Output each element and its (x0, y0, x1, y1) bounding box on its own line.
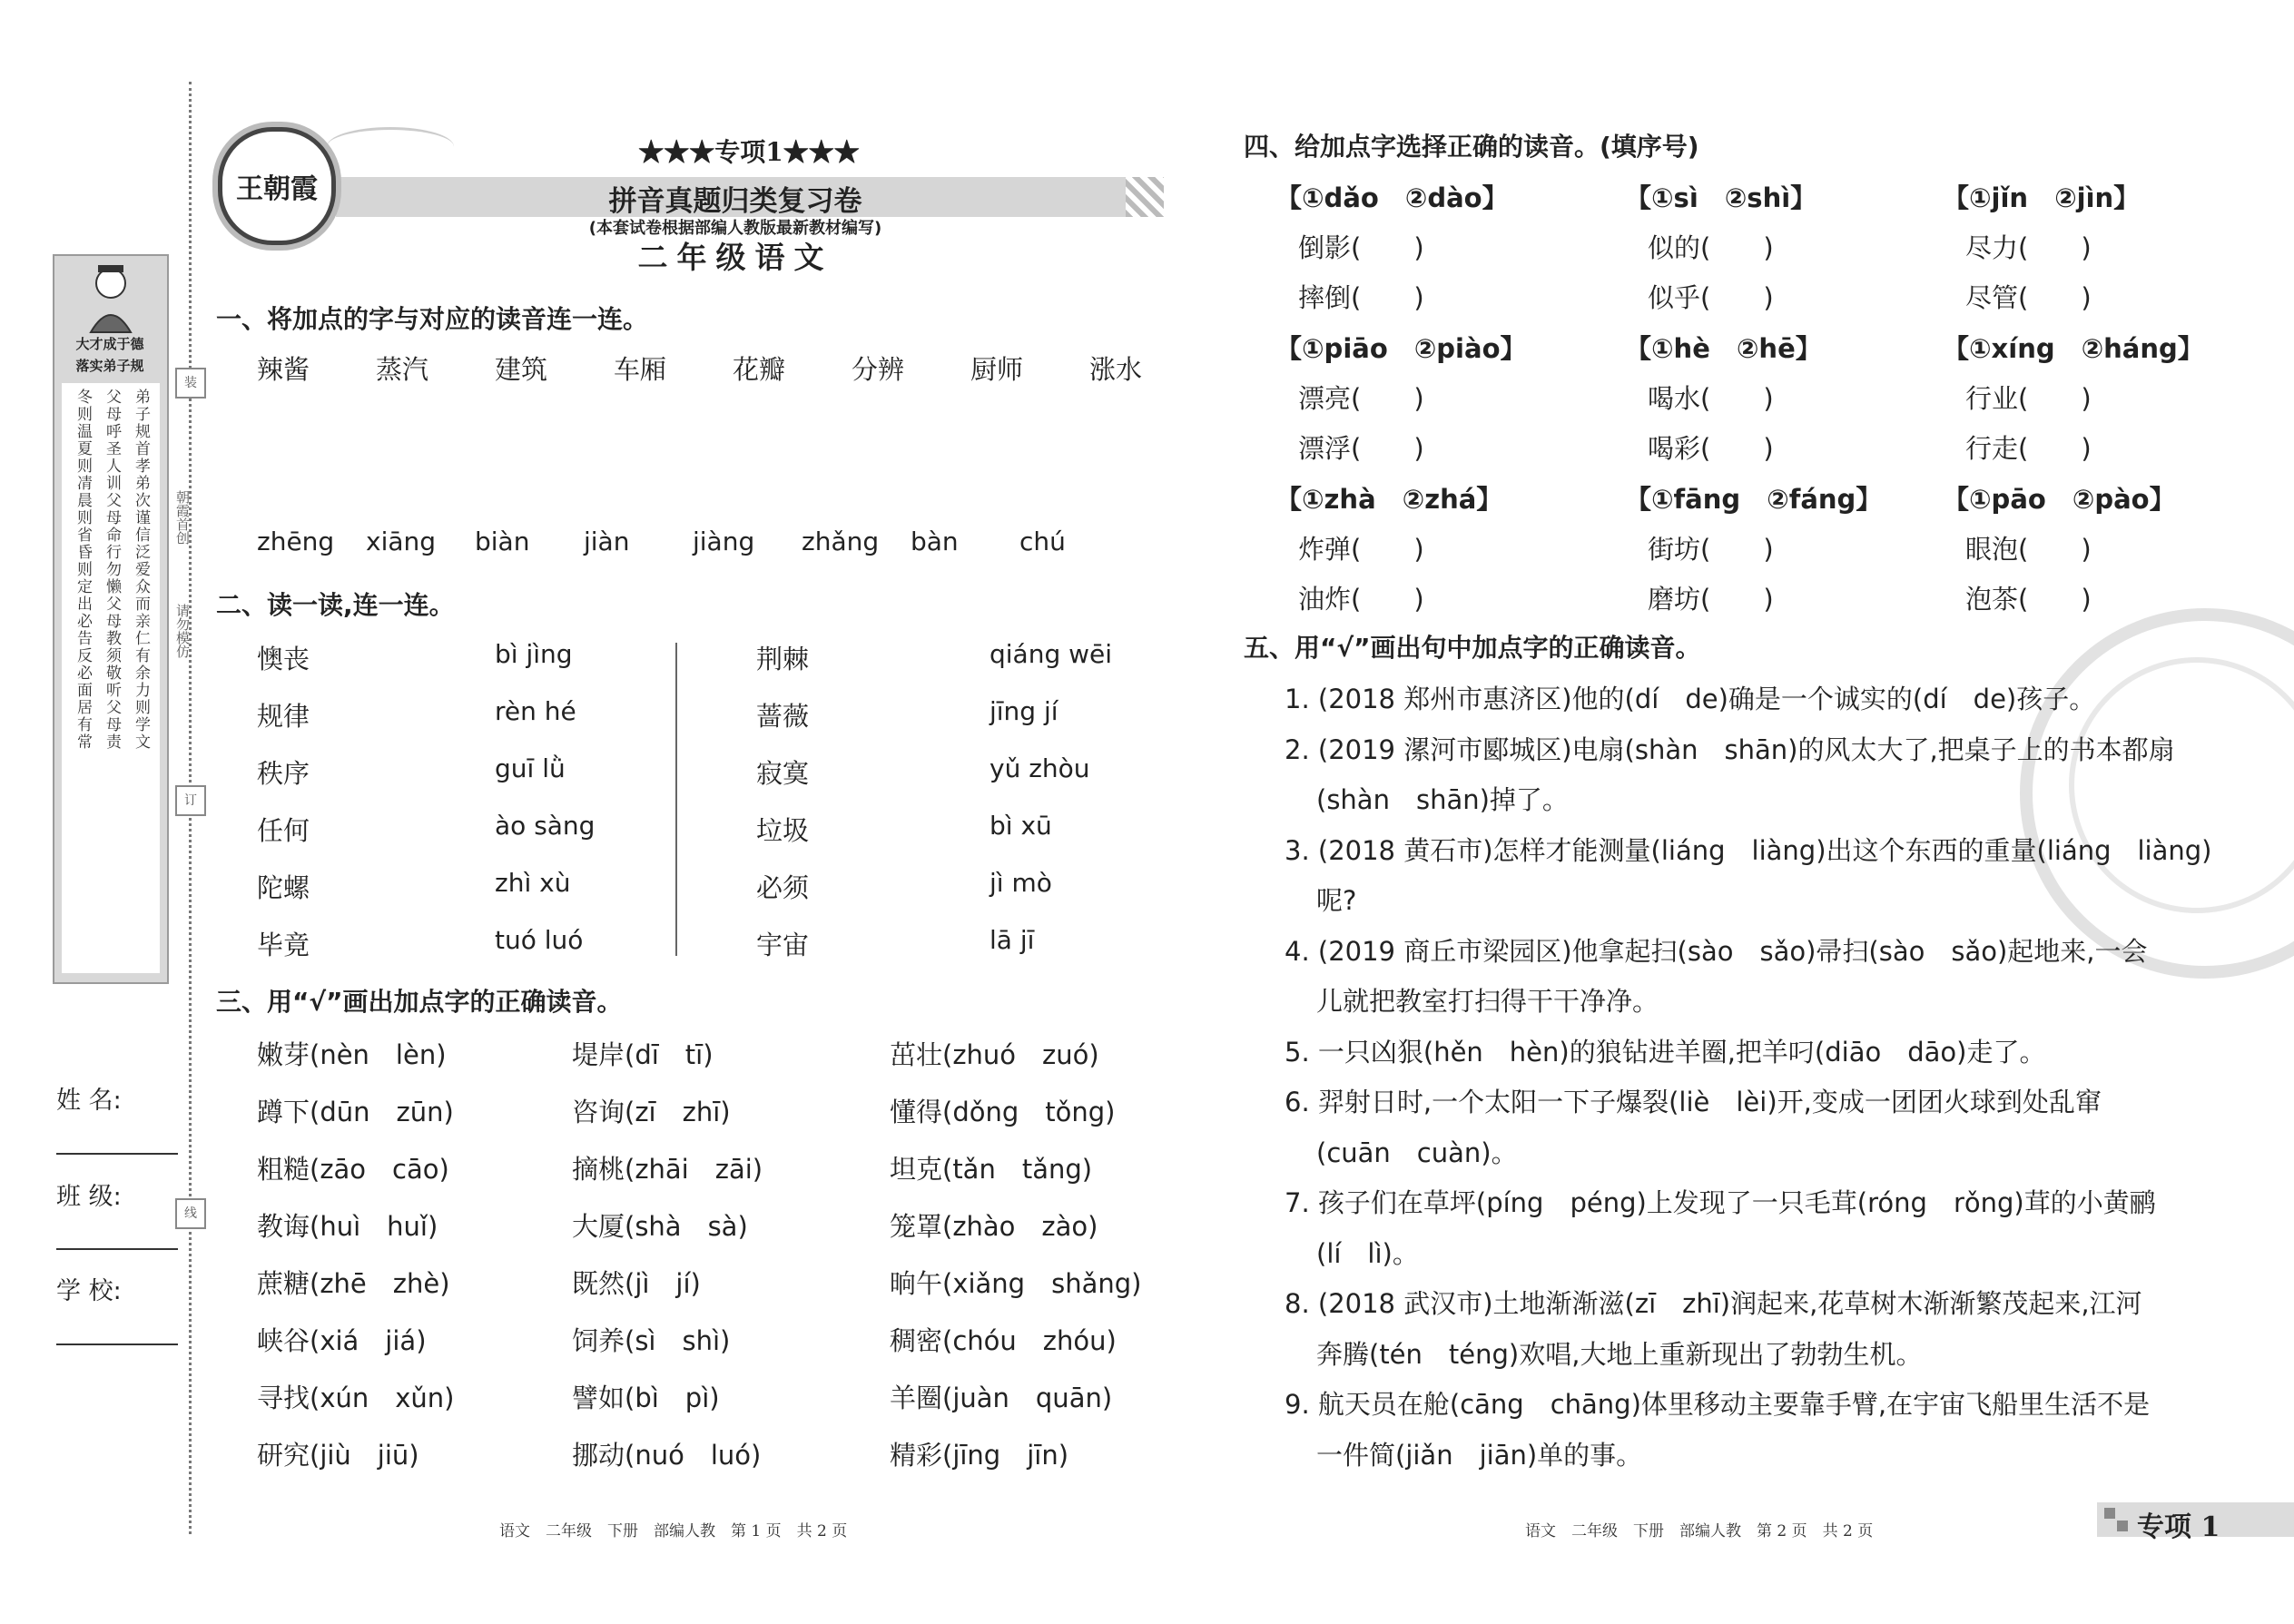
option-set: 【①zhà ②zhá】 (1275, 484, 1503, 515)
section-1-heading: 一、将加点的字与对应的读音连一连。 (216, 304, 649, 334)
option-set: 【①dǎo ②dào】 (1275, 182, 1509, 213)
pronunciation-choice: 嫩芽(nèn lèn) (257, 1039, 447, 1070)
section-4-heading: 四、给加点字选择正确的读音。(填序号) (1244, 132, 1699, 162)
topic-label: ★★★专项1★★★ (638, 137, 860, 167)
word-item: 蒸汽 (376, 354, 429, 385)
section-5-heading: 五、用“√”画出句中加点字的正确读音。 (1244, 633, 1701, 663)
pinyin-item: bàn (911, 527, 959, 556)
scholar-icon (82, 261, 140, 334)
topic-tab: 专项 1 (2097, 1502, 2294, 1537)
option-set: 【①jǐn ②jìn】 (1943, 182, 2141, 213)
fill-blank: 行业( ) (1965, 383, 2092, 414)
pronunciation-choice: 茁壮(zhuó zuó) (890, 1039, 1099, 1070)
scroll-columns (64, 389, 158, 960)
sentence-item: 5. 一只凶狠(hěn hèn)的狼钻进羊圈,把羊叼(diāo dāo)走了。 (1285, 1036, 2046, 1068)
scroll-column: 弟子规首孝弟次谨信泛爱众而亲仁有余力则学文 (132, 389, 150, 751)
fill-blank: 街坊( ) (1648, 534, 1774, 565)
sentence-continuation: (cuān cuàn)。 (1316, 1137, 1518, 1168)
paper-subtitle: (本套试卷根据部编人教版最新教材编写) (588, 219, 882, 238)
option-set: 【①piāo ②piào】 (1275, 333, 1527, 364)
motto-line: 大才成于德 (75, 336, 144, 352)
divider (675, 643, 677, 956)
word-option: 秩序 (257, 758, 310, 789)
sentence-continuation: 儿就把教室打扫得干干净净。 (1316, 986, 1659, 1017)
sentence-item: 9. 航天员在舱(cāng chāng)体里移动主要靠手臂,在宇宙飞船里生活不是 (1285, 1389, 2151, 1420)
pronunciation-choice: 蹲下(dūn zūn) (257, 1097, 454, 1127)
word-option: 宇宙 (756, 930, 810, 960)
option-set: 【①sì ②shì】 (1625, 182, 1817, 213)
pinyin-item: jiàn (584, 527, 630, 556)
school-label: 学 校: (56, 1277, 122, 1305)
pronunciation-choice: 大厦(shà sà) (572, 1211, 748, 1242)
margin-note: 朝霞首创 (174, 490, 191, 545)
option-set: 【①pāo ②pào】 (1943, 484, 2176, 515)
pronunciation-choice: 既然(jì jí) (572, 1268, 701, 1299)
pinyin-item: zhēng (257, 527, 335, 556)
word-option: 懊丧 (257, 644, 310, 674)
pinyin-option: rèn hé (495, 696, 576, 726)
pinyin-option: bì jìng (495, 639, 573, 669)
pinyin-option: qiáng wēi (989, 639, 1113, 669)
option-set: 【①fāng ②fáng】 (1625, 484, 1883, 515)
class-label: 班 级: (56, 1183, 122, 1211)
sentence-item: 1. (2018 郑州市惠济区)他的(dí de)确是一个诚实的(dí de)孩子。 (1285, 684, 2096, 714)
pinyin-option: bì xū (989, 811, 1052, 841)
fill-blank: 行走( ) (1965, 433, 2092, 464)
pronunciation-choice: 饲养(sì shì) (572, 1325, 731, 1356)
fill-blank: 喝彩( ) (1648, 433, 1774, 464)
word-item: 厨师 (970, 354, 1024, 385)
fill-blank: 似的( ) (1648, 232, 1774, 263)
binding-tag: 线 (175, 1198, 206, 1229)
pinyin-option: guī lǜ (495, 753, 566, 783)
fill-blank: 摔倒( ) (1298, 282, 1424, 313)
fill-blank: 炸弹( ) (1298, 534, 1424, 565)
pronunciation-choice: 寻找(xún xǔn) (257, 1383, 455, 1413)
pronunciation-choice: 羊圈(juàn quān) (890, 1383, 1113, 1413)
word-option: 垃圾 (756, 815, 810, 846)
fill-blank: 泡茶( ) (1965, 584, 2092, 615)
word-option: 陀螺 (257, 872, 310, 903)
sentence-item: 6. 羿射日时,一个太阳一下子爆裂(liè lèi)开,变成一团团火球到处乱窜 (1285, 1087, 2102, 1117)
banner-pattern (1126, 177, 1164, 217)
sentence-item: 4. (2019 商丘市梁园区)他拿起扫(sào sǎo)帚扫(sào sǎo)起地来,一会 (1285, 935, 2148, 967)
fill-blank: 似乎( ) (1648, 282, 1774, 313)
section-2-heading: 二、读一读,连一连。 (216, 590, 455, 620)
fill-blank: 倒影( ) (1298, 232, 1424, 263)
margin-note: 请勿模仿 (174, 604, 191, 658)
word-option: 荆棘 (756, 644, 810, 674)
pronunciation-choice: 晌午(xiǎng shǎng) (890, 1268, 1142, 1299)
pronunciation-choice: 峡谷(xiá jiá) (257, 1325, 427, 1356)
fill-blank: 漂亮( ) (1298, 383, 1424, 414)
class-field[interactable] (56, 1248, 178, 1250)
fill-blank: 喝水( ) (1648, 383, 1774, 414)
pinyin-item: biàn (475, 527, 530, 556)
pronunciation-choice: 譬如(bì pì) (572, 1383, 720, 1413)
pinyin-option: tuó luó (495, 925, 584, 955)
word-option: 蔷薇 (756, 701, 810, 732)
pronunciation-choice: 精彩(jīng jīn) (890, 1440, 1069, 1471)
grade-title: 二年级语文 (637, 240, 833, 275)
pronunciation-choice: 咨询(zī zhī) (572, 1097, 731, 1127)
watermark-stamp (2020, 608, 2294, 979)
pronunciation-choice: 研究(jiù jiū) (257, 1440, 419, 1471)
pinyin-item: jiàng (693, 527, 755, 556)
word-option: 必须 (756, 872, 810, 903)
sentence-item: 2. (2019 漯河市郾城区)电扇(shàn shān)的风太大了,把桌子上的书本都扇 (1285, 733, 2175, 765)
pronunciation-choice: 蔗糖(zhē zhè) (257, 1268, 450, 1299)
word-item: 分辨 (852, 354, 905, 385)
pronunciation-choice: 堤岸(dī tī) (572, 1039, 714, 1070)
name-field[interactable] (56, 1153, 178, 1155)
fill-blank: 眼泡( ) (1965, 534, 2092, 565)
motto-line: 落实弟子规 (75, 358, 144, 374)
fill-blank: 尽管( ) (1965, 282, 2092, 313)
fill-blank: 尽力( ) (1965, 232, 2092, 263)
word-item: 涨水 (1089, 354, 1143, 385)
scroll-column: 父母呼圣人训父母命行勿懒父母教须敬听父母责 (103, 389, 121, 751)
sentence-continuation: 奔腾(tén téng)欢唱,大地上重新现出了勃勃生机。 (1316, 1338, 1923, 1370)
fill-blank: 漂浮( ) (1298, 433, 1424, 464)
word-option: 寂寞 (756, 758, 810, 789)
word-option: 规律 (257, 701, 310, 732)
fill-blank: 磨坊( ) (1648, 584, 1774, 615)
pinyin-option: lā jī (989, 925, 1035, 955)
option-set: 【①hè ②hē】 (1625, 333, 1822, 364)
pronunciation-choice: 坦克(tǎn tǎng) (890, 1154, 1093, 1185)
footer-page-1: 语文 二年级 下册 部编人教 第 1 页 共 2 页 (499, 1522, 848, 1540)
word-option: 任何 (257, 815, 310, 846)
pronunciation-choice: 稠密(chóu zhóu) (890, 1325, 1117, 1356)
sentence-continuation: (shàn shān)掉了。 (1316, 784, 1569, 815)
brand-logo: 王朝霞 (218, 127, 336, 245)
pinyin-option: yǔ zhòu (989, 753, 1090, 783)
option-set: 【①xíng ②háng】 (1943, 333, 2204, 364)
pronunciation-choice: 懂得(dǒng tǒng) (890, 1097, 1116, 1127)
sentence-continuation: 呢? (1316, 885, 1357, 916)
pinyin-option: jì mò (989, 868, 1052, 898)
sentence-item: 3. (2018 黄石市)怎样才能测量(liáng liàng)出这个东西的重量(liáng liàng) (1285, 834, 2212, 866)
ribbon-decoration (327, 127, 454, 166)
pronunciation-choice: 摘桃(zhāi zāi) (572, 1154, 763, 1185)
pinyin-item: chú (1019, 527, 1066, 556)
pinyin-item: xiāng (366, 527, 437, 556)
word-option: 毕竟 (257, 930, 310, 960)
sentence-continuation: 一件简(jiǎn jiān)单的事。 (1316, 1439, 1643, 1471)
name-label: 姓 名: (56, 1087, 122, 1115)
word-item: 花瓣 (733, 354, 786, 385)
pinyin-item: zhǎng (802, 527, 880, 556)
school-field[interactable] (56, 1343, 178, 1345)
pronunciation-choice: 教诲(huì huǐ) (257, 1211, 438, 1242)
footer-page-2: 语文 二年级 下册 部编人教 第 2 页 共 2 页 (1525, 1522, 1874, 1540)
fill-blank: 油炸( ) (1298, 584, 1424, 615)
word-item: 车厢 (614, 354, 667, 385)
binding-tag: 订 (175, 785, 206, 816)
binding-tag: 装 (175, 368, 206, 399)
pinyin-option: jīng jí (989, 696, 1058, 726)
word-item: 辣酱 (257, 354, 310, 385)
sentence-item: 7. 孩子们在草坪(píng péng)上发现了一只毛茸(róng rǒng)茸的小黄鹂 (1285, 1187, 2156, 1218)
section-3-heading: 三、用“√”画出加点字的正确读音。 (216, 987, 623, 1017)
pronunciation-choice: 粗糙(zāo cāo) (257, 1154, 449, 1185)
word-item: 建筑 (495, 354, 548, 385)
scroll-column: 冬则温夏则凊晨则省昏则定出必告反必面居有常 (74, 389, 92, 751)
pinyin-option: zhì xù (495, 868, 571, 898)
sentence-continuation: (lí lì)。 (1316, 1237, 1419, 1269)
sentence-item: 8. (2018 武汉市)土地渐渐滋(zī zhī)润起来,花草树木渐渐繁茂起来,江河 (1285, 1288, 2142, 1319)
pronunciation-choice: 笼罩(zhào zào) (890, 1211, 1098, 1242)
pronunciation-choice: 挪动(nuó luó) (572, 1440, 762, 1471)
paper-title: 拼音真题归类复习卷 (608, 185, 862, 218)
pinyin-option: ào sàng (495, 811, 596, 841)
